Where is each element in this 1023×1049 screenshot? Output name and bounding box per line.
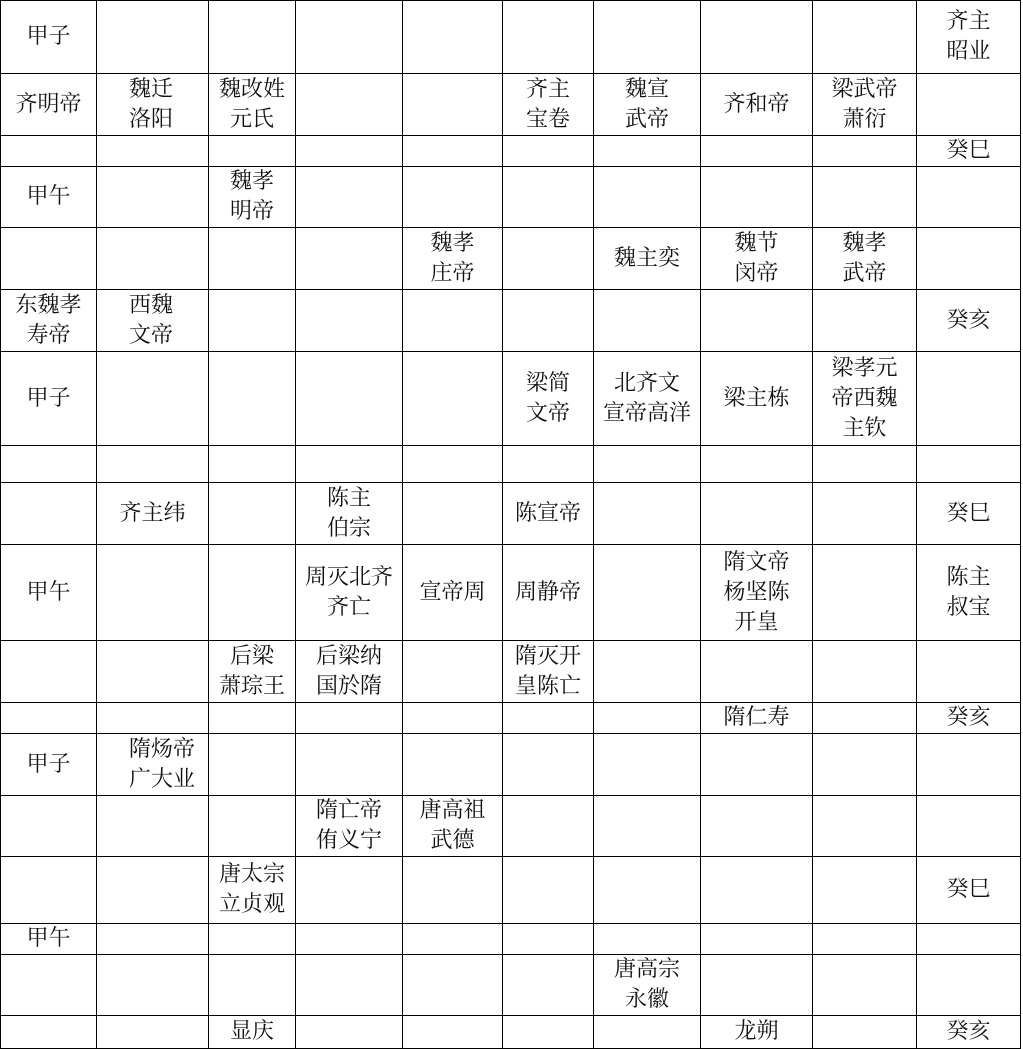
table-cell (701, 352, 813, 446)
table-row (1, 1, 1021, 74)
table-cell (917, 857, 1021, 924)
table-cell (701, 641, 813, 703)
table-cell (97, 703, 209, 734)
table-cell (503, 857, 594, 924)
table-cell (701, 857, 813, 924)
cell-text: 陈主 叔宝 (946, 564, 991, 620)
table-cell (503, 446, 594, 483)
cell-text: 齐和帝 (723, 91, 790, 117)
table-cell (97, 352, 209, 446)
table-cell (813, 796, 917, 857)
table-cell (97, 446, 209, 483)
table-cell (97, 857, 209, 924)
table-cell (403, 483, 503, 545)
table-cell (917, 136, 1021, 167)
table-row (1, 167, 1021, 228)
table-cell (503, 955, 594, 1016)
cell-text: 魏节 闵帝 (734, 230, 779, 286)
table-cell (1, 857, 97, 924)
table-row (1, 796, 1021, 857)
table-cell (594, 924, 701, 955)
table-cell (403, 228, 503, 290)
cell-text: 北齐文 宣帝高洋 (602, 370, 691, 426)
table-cell (97, 74, 209, 136)
cell-text: 齐主 昭业 (946, 9, 991, 64)
table-cell (594, 74, 701, 136)
cell-text: 癸亥 (946, 1019, 991, 1044)
cell-text: 隋灭开 皇陈亡 (514, 643, 581, 699)
cell-text: 西魏 文帝 (129, 292, 174, 348)
cell-text: 东魏孝 寿帝 (15, 292, 82, 348)
table-cell (813, 955, 917, 1016)
table-cell (209, 857, 296, 924)
table-row (1, 641, 1021, 703)
cell-text: 魏主奕 (613, 245, 680, 271)
table-cell (917, 796, 1021, 857)
table-cell (503, 703, 594, 734)
table-cell (403, 136, 503, 167)
table-row (1, 352, 1021, 446)
table-row (1, 446, 1021, 483)
table-cell (1, 924, 97, 955)
table-row (1, 734, 1021, 796)
table-cell (503, 734, 594, 796)
table-cell (403, 857, 503, 924)
table-cell (594, 1, 701, 74)
table-cell (701, 228, 813, 290)
cell-text: 隋仁寿 (723, 705, 790, 730)
table-cell (403, 703, 503, 734)
cell-text: 齐主纬 (119, 500, 186, 526)
table-cell (1, 483, 97, 545)
table-cell (403, 167, 503, 228)
table-cell (209, 228, 296, 290)
table-cell (594, 857, 701, 924)
table-cell (917, 703, 1021, 734)
table-cell (917, 924, 1021, 955)
table-row (1, 703, 1021, 734)
table-cell (701, 796, 813, 857)
cell-text: 甲午 (26, 926, 71, 951)
table-cell (594, 796, 701, 857)
table-cell (1, 1, 97, 74)
table-cell (701, 74, 813, 136)
table-cell (403, 955, 503, 1016)
table-cell (97, 545, 209, 641)
table-cell (97, 734, 209, 796)
table-cell (701, 924, 813, 955)
table-cell (1, 796, 97, 857)
cell-text: 显庆 (229, 1019, 274, 1044)
table-cell (296, 74, 403, 136)
cell-text: 陈主 伯宗 (326, 485, 371, 541)
cell-text: 唐太宗 立贞观 (218, 862, 285, 917)
table-cell (503, 1, 594, 74)
table-cell (1, 74, 97, 136)
table-cell (701, 167, 813, 228)
cell-text: 梁武帝 萧衍 (831, 76, 898, 132)
table-cell (403, 924, 503, 955)
cell-text: 魏孝 明帝 (229, 169, 274, 224)
table-cell (296, 924, 403, 955)
table-cell (701, 136, 813, 167)
table-cell (813, 483, 917, 545)
table-cell (813, 924, 917, 955)
table-row (1, 545, 1021, 641)
table-row (1, 924, 1021, 955)
cell-text: 魏宣 武帝 (624, 76, 669, 132)
table-cell (209, 641, 296, 703)
table-cell (701, 483, 813, 545)
table-cell (403, 446, 503, 483)
table-cell (209, 167, 296, 228)
table-cell (503, 483, 594, 545)
table-cell (594, 446, 701, 483)
cell-text: 癸亥 (946, 705, 991, 730)
cell-text: 齐主 宝卷 (525, 76, 570, 132)
table-cell (813, 167, 917, 228)
cell-text: 魏孝 庄帝 (430, 230, 475, 286)
table-cell (209, 483, 296, 545)
table-cell (701, 955, 813, 1016)
cell-text: 龙朔 (734, 1019, 779, 1044)
table-cell (209, 796, 296, 857)
table-cell (917, 734, 1021, 796)
table-cell (813, 446, 917, 483)
table-row (1, 228, 1021, 290)
table-cell (917, 545, 1021, 641)
table-cell (403, 796, 503, 857)
table-row (1, 290, 1021, 352)
cell-text: 癸亥 (946, 307, 991, 333)
cell-text: 隋炀帝 广大业 (129, 736, 196, 792)
table-cell (503, 352, 594, 446)
table-cell (701, 734, 813, 796)
table-cell (97, 1, 209, 74)
table-cell (296, 136, 403, 167)
cell-text: 隋亡帝 侑义宁 (315, 798, 382, 853)
table-cell (97, 955, 209, 1016)
table-cell (594, 955, 701, 1016)
table-cell (917, 74, 1021, 136)
cell-text: 后梁 萧琮王 (218, 643, 285, 699)
table-cell (1, 545, 97, 641)
table-cell (503, 641, 594, 703)
table-cell (917, 167, 1021, 228)
cell-text: 甲子 (26, 24, 71, 49)
table-body (1, 1, 1021, 1049)
table-cell (1, 228, 97, 290)
table-cell (503, 796, 594, 857)
table-cell (403, 734, 503, 796)
table-cell (594, 228, 701, 290)
table-cell (701, 703, 813, 734)
table-row (1, 955, 1021, 1016)
cell-text: 梁简 文帝 (525, 370, 570, 426)
table-cell (594, 545, 701, 641)
table-cell (594, 641, 701, 703)
table-cell (503, 136, 594, 167)
cell-text: 周静帝 (514, 579, 581, 605)
table-cell (813, 74, 917, 136)
table-cell (296, 796, 403, 857)
table-cell (917, 352, 1021, 446)
table-cell (296, 1, 403, 74)
table-cell (1, 734, 97, 796)
table-cell (503, 290, 594, 352)
table-cell (97, 228, 209, 290)
cell-text: 癸巳 (946, 500, 991, 526)
table-row (1, 483, 1021, 545)
table-cell (594, 483, 701, 545)
table-cell (813, 641, 917, 703)
table-cell (97, 167, 209, 228)
table-cell (296, 703, 403, 734)
table-cell (917, 228, 1021, 290)
table-cell (209, 352, 296, 446)
table-cell (594, 352, 701, 446)
table-cell (503, 545, 594, 641)
table-cell (813, 228, 917, 290)
table-cell (594, 734, 701, 796)
table-cell (209, 136, 296, 167)
table-cell (917, 483, 1021, 545)
table-cell (1, 290, 97, 352)
cell-text: 魏孝 武帝 (842, 230, 887, 286)
table-cell (503, 228, 594, 290)
table-cell (813, 734, 917, 796)
cell-text: 梁孝元 帝西魏 主钦 (831, 355, 898, 441)
table-cell (503, 924, 594, 955)
table-cell (1, 352, 97, 446)
table-cell (1, 167, 97, 228)
cell-text: 癸巳 (946, 877, 991, 902)
table-cell (209, 924, 296, 955)
table-row (1, 857, 1021, 924)
table-cell (917, 290, 1021, 352)
table-cell (403, 545, 503, 641)
cell-text: 唐高宗 永徽 (613, 957, 680, 1012)
table-cell (296, 167, 403, 228)
cell-text: 甲午 (26, 184, 71, 209)
table-cell (813, 136, 917, 167)
table-cell (813, 1, 917, 74)
table-cell (209, 545, 296, 641)
table-cell (97, 641, 209, 703)
table-cell (503, 74, 594, 136)
table-cell (403, 641, 503, 703)
table-cell (594, 167, 701, 228)
table-cell (97, 796, 209, 857)
table-cell (209, 703, 296, 734)
table-cell (594, 703, 701, 734)
cell-text: 陈宣帝 (514, 500, 581, 526)
table-cell (296, 857, 403, 924)
table-cell (917, 446, 1021, 483)
cell-text: 齐明帝 (15, 91, 82, 117)
table-cell (594, 290, 701, 352)
table-cell (296, 734, 403, 796)
table-cell (209, 1, 296, 74)
table-cell (813, 703, 917, 734)
table-cell (296, 955, 403, 1016)
table-row (1, 74, 1021, 136)
table-cell (296, 290, 403, 352)
cell-text: 魏迁 洛阳 (129, 76, 174, 132)
table-cell (701, 446, 813, 483)
table-cell (97, 924, 209, 955)
cell-text: 甲子 (26, 385, 71, 411)
table-cell (296, 228, 403, 290)
table-row (1, 136, 1021, 167)
table-cell (209, 955, 296, 1016)
table-cell (594, 136, 701, 167)
table-cell (209, 74, 296, 136)
table-cell (209, 734, 296, 796)
cell-text: 隋文帝 杨坚陈 开皇 (723, 549, 790, 635)
table-cell (813, 290, 917, 352)
table-cell (1, 641, 97, 703)
table-cell (209, 446, 296, 483)
table-cell (296, 545, 403, 641)
cell-text: 唐高祖 武德 (419, 798, 486, 853)
table-cell (403, 290, 503, 352)
cell-text: 周灭北齐 齐亡 (304, 564, 393, 620)
cell-text: 癸巳 (946, 138, 991, 163)
table-cell (97, 483, 209, 545)
table-cell (813, 545, 917, 641)
cell-text: 甲午 (26, 579, 71, 605)
table-cell (917, 955, 1021, 1016)
table-cell (917, 1, 1021, 74)
table-cell (296, 483, 403, 545)
table-cell (403, 74, 503, 136)
table-cell (503, 167, 594, 228)
table-cell (296, 446, 403, 483)
table-cell (1, 136, 97, 167)
table-cell (1, 703, 97, 734)
table-cell (701, 290, 813, 352)
table-cell (296, 641, 403, 703)
table-cell (1, 955, 97, 1016)
cell-text: 甲子 (26, 751, 71, 777)
table-cell (701, 1, 813, 74)
table-cell (97, 290, 209, 352)
table-cell (97, 136, 209, 167)
table-cell (701, 545, 813, 641)
table-cell (209, 290, 296, 352)
table-cell (1, 446, 97, 483)
table-cell (813, 857, 917, 924)
cell-text: 魏改姓 元氏 (218, 76, 285, 132)
cell-text: 后梁纳 国於隋 (315, 643, 382, 699)
table-cell (917, 641, 1021, 703)
table-cell (403, 1, 503, 74)
table-cell (813, 352, 917, 446)
table-cell (403, 352, 503, 446)
cell-text: 宣帝周 (419, 579, 486, 605)
table-cell (296, 352, 403, 446)
cell-text: 梁主栋 (723, 385, 790, 411)
